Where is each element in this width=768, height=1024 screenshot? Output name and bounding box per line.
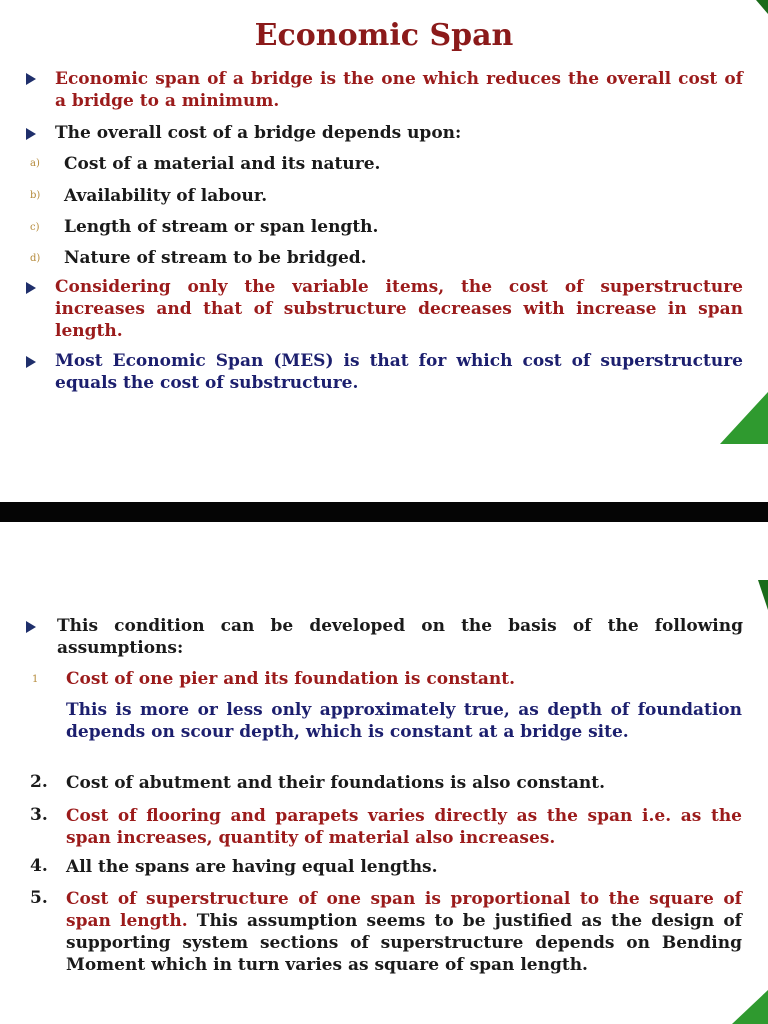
slide-title: Economic Span (254, 18, 514, 53)
list-item-text: Cost of flooring and parapets varies directly as the span i.e. as the span increases, quantity of material also increases. (66, 806, 742, 848)
corner-accent-bottom (732, 990, 768, 1024)
list-item-marker: 5. (30, 888, 48, 908)
triangle-bullet-icon (26, 356, 36, 368)
sub-item-marker: a) (30, 158, 40, 169)
corner-accent-top (756, 0, 768, 14)
bullet-text: The overall cost of a bridge depends upon: (55, 123, 462, 143)
corner-accent-bottom (720, 392, 768, 444)
slide-divider (0, 502, 768, 522)
list-item-text (66, 888, 742, 976)
sub-item-text: Cost of a material and its nature. (64, 154, 381, 174)
triangle-bullet-icon (26, 282, 36, 294)
sub-item-marker: b) (30, 190, 41, 201)
list-item-text: Cost of one pier and its foundation is constant. (66, 669, 515, 689)
triangle-bullet-icon (26, 128, 36, 140)
sub-item-text: Nature of stream to be bridged. (64, 248, 367, 268)
bullet-text: Economic span of a bridge is the one which reduces the overall cost of a bridge to a minimum. (55, 69, 743, 111)
list-item-text: This is more or less only approximately true, as depth of foundation depends on scour depth, which is constant at a bridge site. (66, 700, 742, 742)
bullet-text: Considering only the variable items, the cost of superstructure increases and that of substructure decreases with increase in span length. (55, 277, 743, 341)
slide-economic-span (0, 0, 768, 502)
triangle-bullet-icon (26, 73, 36, 85)
corner-accent-top (758, 580, 768, 610)
triangle-bullet-icon (26, 621, 36, 633)
list-item-marker: 1 (32, 674, 39, 685)
list-item-text: All the spans are having equal lengths. (66, 857, 438, 877)
list-item-marker: 4. (30, 856, 48, 876)
list-item-text-rest: This assumption seems to be justified as the design of supporting system sections of superstructure depends on Bending Moment which in turn varies as square of span length. (66, 911, 742, 975)
list-item-marker: 2. (30, 772, 48, 792)
list-item-text-emphasis: Cost of superstructure of one span is proportional to the square of span length. (66, 889, 742, 931)
list-item-marker: 3. (30, 805, 48, 825)
bullet-text: Most Economic Span (MES) is that for which cost of superstructure equals the cost of substructure. (55, 351, 743, 393)
list-item-text: Cost of abutment and their foundations is also constant. (66, 773, 606, 793)
slide-assumptions (0, 522, 768, 1024)
sub-item-marker: c) (30, 222, 40, 233)
sub-item-text: Length of stream or span length. (64, 217, 379, 237)
sub-item-text: Availability of labour. (64, 186, 268, 206)
bullet-text: This condition can be developed on the basis of the following assumptions: (57, 616, 743, 658)
sub-item-marker: d) (30, 253, 41, 264)
